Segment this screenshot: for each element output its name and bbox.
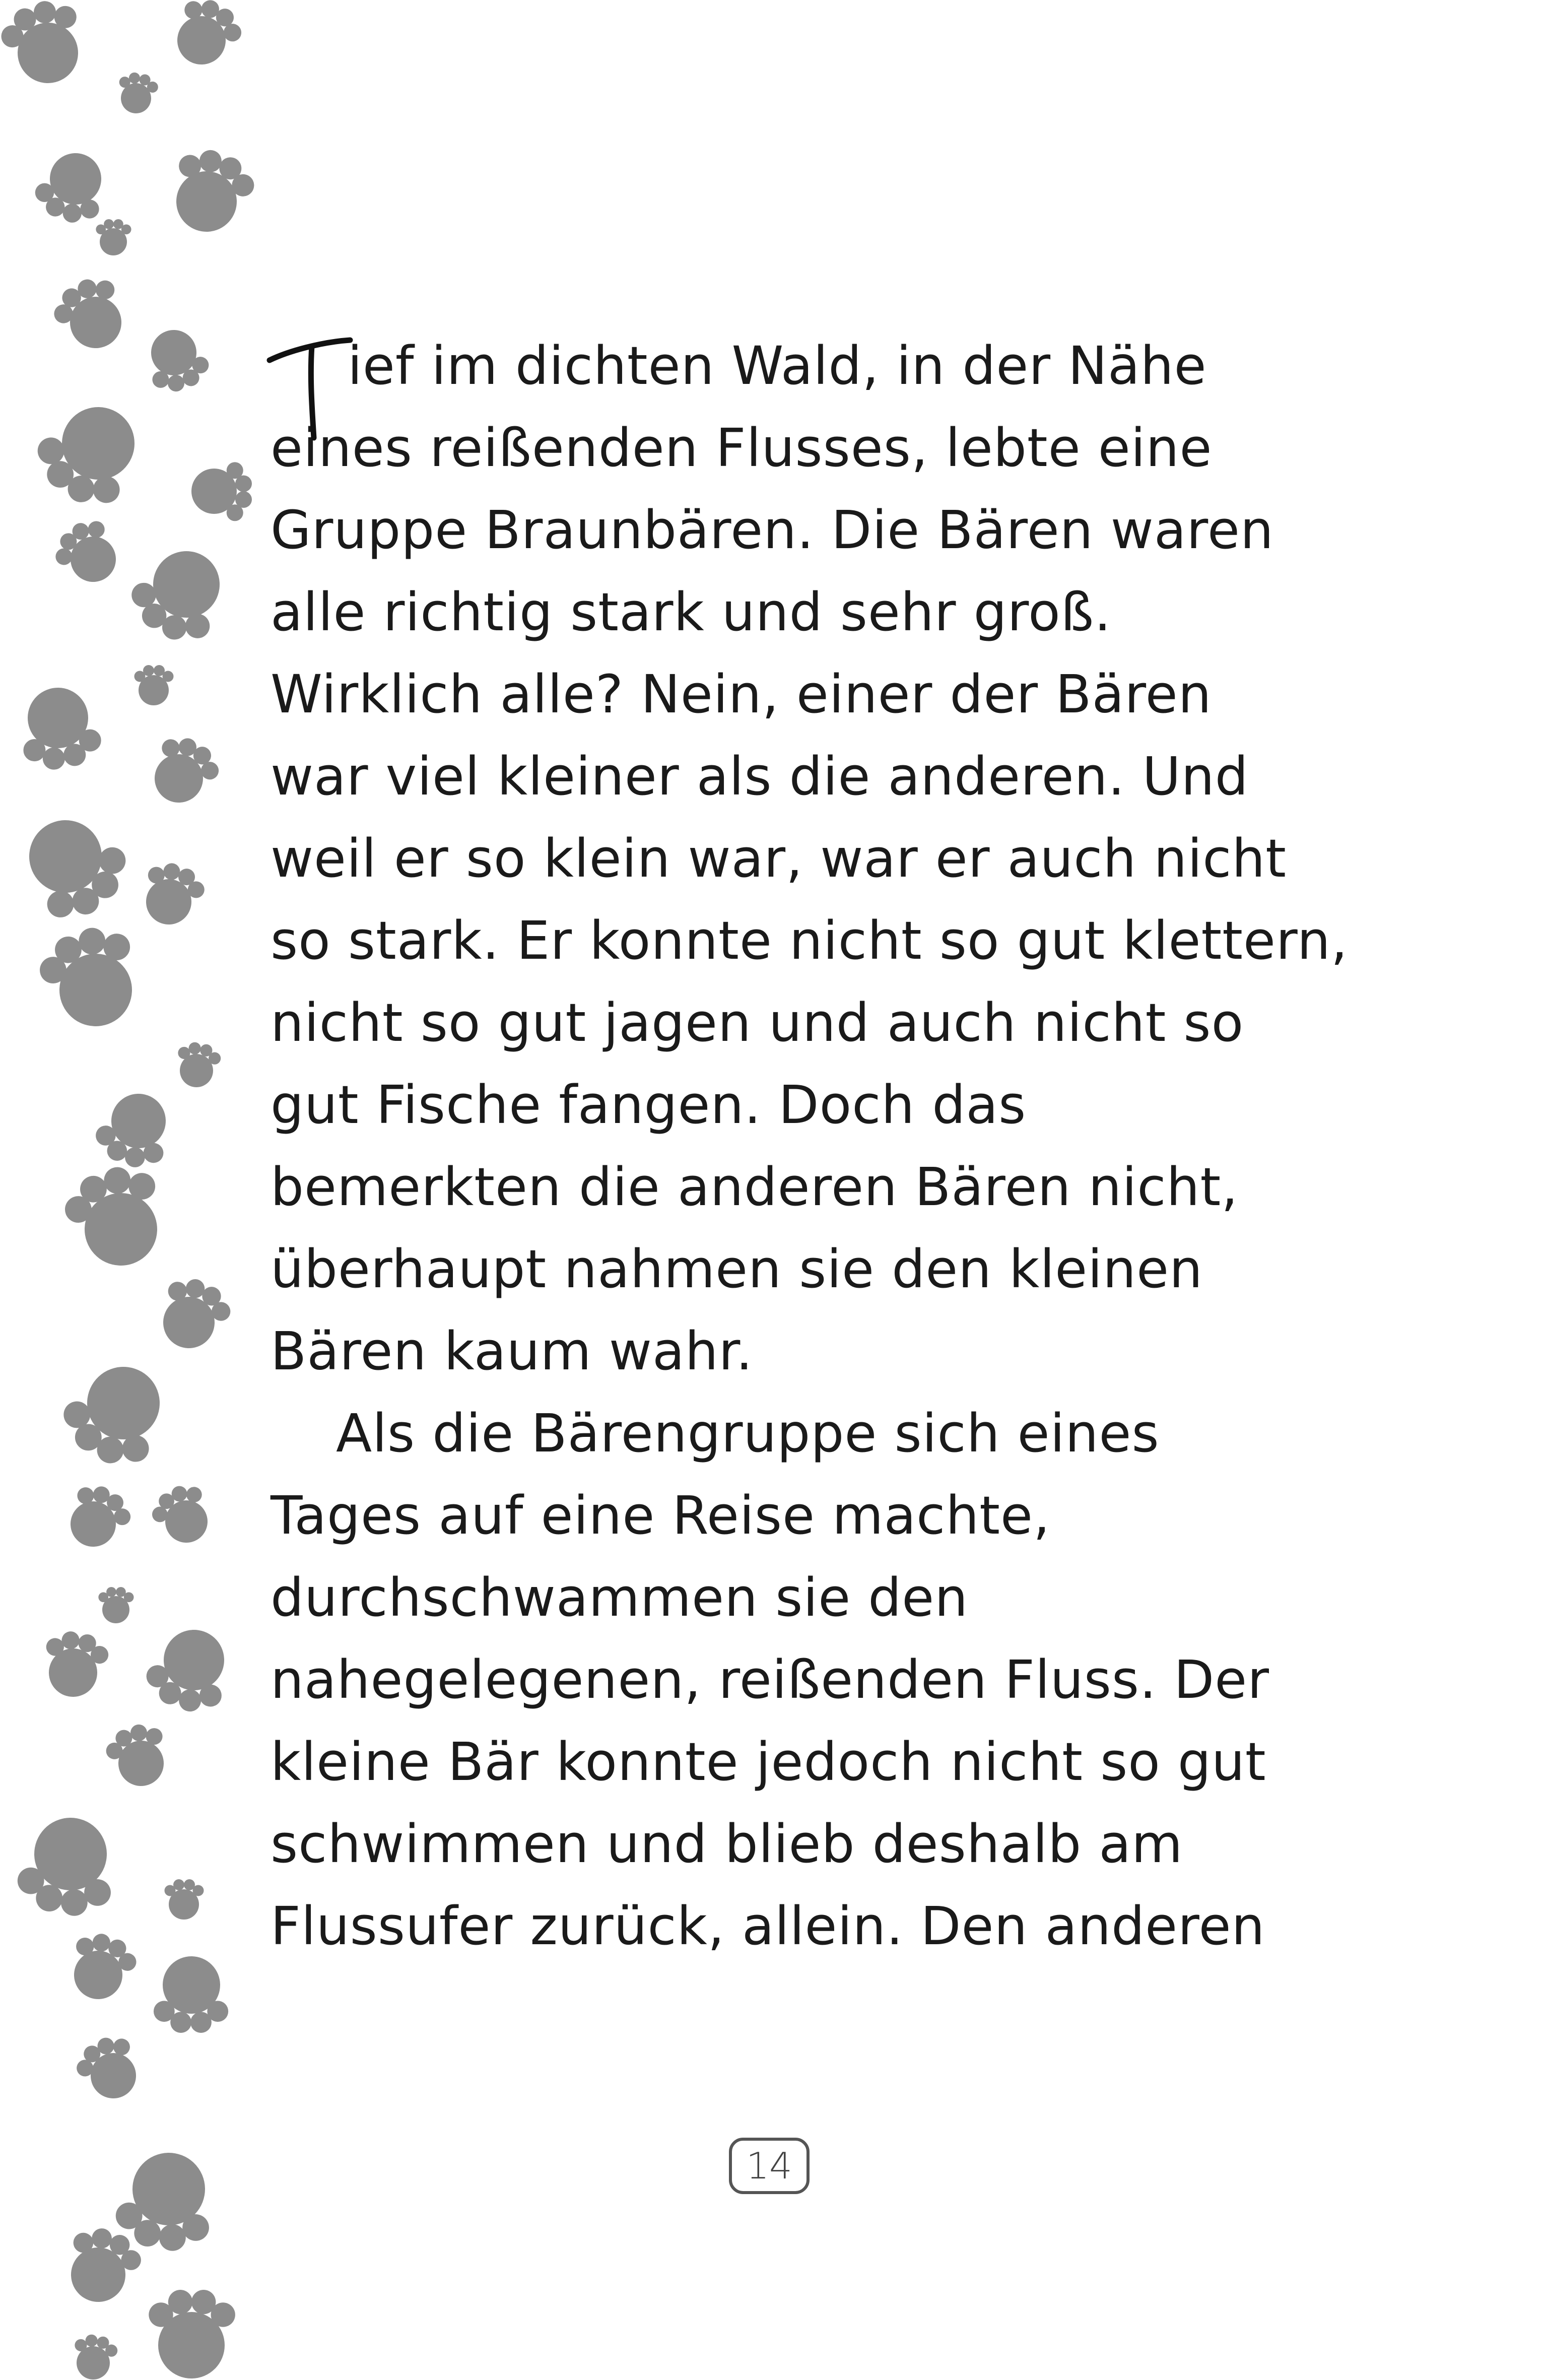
text-line: alle richtig stark und sehr groß. (271, 581, 1112, 643)
text-line: war viel kleiner als die anderen. Und (271, 746, 1249, 807)
paw-print-icon (25, 386, 157, 520)
paw-print-icon (134, 665, 174, 705)
paw-print-icon (89, 1083, 180, 1175)
text-line: weil er so klein war, war er auch nicht (271, 828, 1287, 889)
text-line: nicht so gut jagen und auch nicht so (271, 992, 1244, 1053)
text-line: nahegelegenen, reißenden Fluss. Der (271, 1649, 1270, 1710)
paw-print-icon (52, 1348, 182, 1479)
paw-print-icon (114, 70, 160, 116)
paw-print-icon (140, 728, 227, 815)
text-line: Wirklich alle? Nein, einer der Bären (271, 664, 1212, 725)
text-line: schwimmen und blieb deshalb am (271, 1813, 1183, 1875)
paw-print-icon (56, 2220, 147, 2312)
text-line: bemerkten die anderen Bären nicht, (271, 1156, 1239, 1218)
story-text (265, 325, 1348, 1967)
svg-text:T: T (265, 331, 266, 332)
paw-print-icon (96, 219, 131, 255)
page-number: 14 (729, 2138, 810, 2194)
paw-print-icon (145, 1477, 221, 1554)
paw-print-icon (0, 0, 96, 95)
text-line: Tages auf eine Reise machte, (271, 1485, 1051, 1546)
paw-print-icon (165, 1879, 204, 1920)
paw-print-icon (29, 143, 115, 230)
paw-print-icon (154, 1956, 228, 2033)
paw-print-icon (6, 799, 140, 933)
text-line: gut Fische fangen. Doch das (271, 1074, 1027, 1136)
paw-print-icon (163, 0, 249, 77)
paw-print-icon (69, 2028, 150, 2109)
text-line: kleine Bär konnte jedoch nicht so gut (271, 1731, 1266, 1793)
paw-print-icon (148, 1270, 238, 1360)
paw-print-icon (46, 269, 138, 361)
paw-print-icon (61, 1927, 142, 2009)
paw-print-icon (31, 917, 153, 1040)
paw-print-icon (191, 462, 252, 521)
paw-print-icon (56, 1477, 138, 1558)
text-line-paragraph-start: Als die Bärengruppe sich eines (336, 1403, 1160, 1464)
text-line: Bären kaum wahr. (271, 1320, 753, 1382)
paw-print-icon (133, 856, 210, 934)
paw-print-icon (121, 534, 240, 653)
paw-print-icon (173, 1039, 223, 1091)
text-line: Flussufer zurück, allein. Den anderen (271, 1895, 1265, 1957)
paw-print-icon (13, 1810, 123, 1922)
paw-print-icon (140, 1618, 241, 1721)
drop-cap-letter (265, 331, 354, 442)
paw-print-icon (98, 1587, 133, 1623)
paw-print-icon (138, 321, 214, 399)
text-line: durchschwammen sie den (271, 1567, 969, 1628)
paw-print-icon (38, 1628, 111, 1702)
paw-print-icon (47, 511, 131, 595)
text-line: so stark. Er konnte nicht so gut klettern, (271, 910, 1348, 971)
text-line: eines reißenden Flusses, lebte eine (271, 417, 1213, 479)
paw-print-icon (101, 1717, 177, 1795)
text-line: Gruppe Braunbären. Die Bären waren (271, 499, 1274, 561)
text-line-1 (265, 325, 1293, 407)
paw-print-icon (160, 141, 261, 244)
paw-print-icon (149, 2290, 235, 2378)
text-line: ief im dichten Wald, in der Nähe (348, 335, 1207, 396)
paw-print-icon (70, 2332, 120, 2380)
paw-print-icon (56, 1156, 178, 1279)
paw-print-border (0, 0, 262, 2380)
paw-print-icon (14, 682, 105, 775)
text-line: überhaupt nahmen sie den kleinen (271, 1238, 1203, 1300)
